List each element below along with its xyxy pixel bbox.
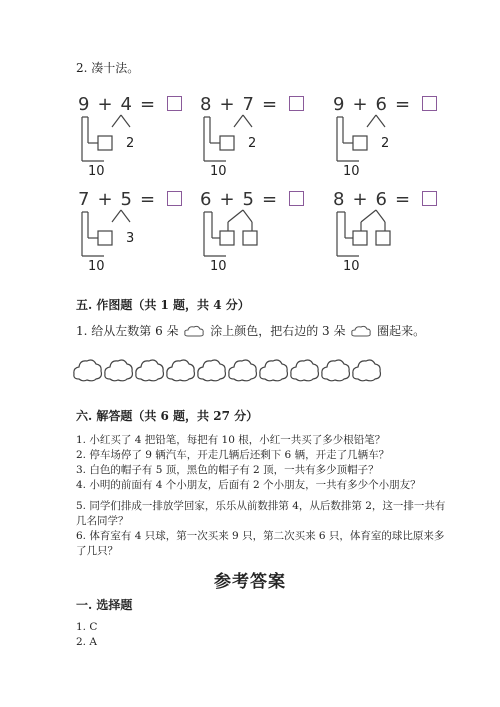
section6-heading: 六. 解答题（共 6 题，共 27 分） bbox=[76, 409, 259, 423]
split-box[interactable] bbox=[243, 231, 257, 245]
section5-question-1 bbox=[76, 323, 425, 339]
section-heading-coushifa: 2. 凑十法。 bbox=[76, 61, 140, 75]
equals-sign: = bbox=[395, 94, 411, 115]
split-box[interactable] bbox=[98, 136, 112, 150]
addend-a: 7 bbox=[78, 189, 90, 210]
equation bbox=[200, 190, 304, 210]
addend-b: 6 bbox=[375, 94, 387, 115]
answer-item: 2. A bbox=[76, 636, 97, 648]
plus-sign: + bbox=[352, 189, 368, 210]
cloud-icon[interactable] bbox=[167, 360, 195, 381]
question-line: 了几只？ bbox=[76, 545, 118, 557]
cloud-strip bbox=[73, 357, 383, 383]
split-number: 2 bbox=[248, 136, 257, 151]
answer-item: 1. C bbox=[76, 621, 98, 633]
ten-label: 10 bbox=[343, 259, 360, 274]
question-line: 3. 白色的帽子有 5 顶，黑色的帽子有 2 顶，一共有多少顶帽子？ bbox=[76, 464, 379, 476]
q1-text-b: 涂上颜色，把右边的 3 朵 bbox=[210, 324, 346, 338]
ten-label: 10 bbox=[210, 164, 227, 179]
equals-sign: = bbox=[140, 94, 156, 115]
plus-sign: + bbox=[352, 94, 368, 115]
equation bbox=[333, 95, 437, 115]
section5-heading: 五. 作图题（共 1 题，共 4 分） bbox=[76, 298, 250, 312]
cloud-icon[interactable] bbox=[291, 360, 319, 381]
cloud-icon[interactable] bbox=[260, 360, 288, 381]
equals-sign: = bbox=[140, 189, 156, 210]
cloud-icon[interactable] bbox=[353, 360, 381, 381]
small-cloud-icon bbox=[351, 325, 371, 339]
answer-box[interactable] bbox=[167, 191, 182, 206]
equals-sign: = bbox=[262, 94, 278, 115]
addend-a: 8 bbox=[200, 94, 212, 115]
cloud-icon[interactable] bbox=[322, 360, 350, 381]
addend-b: 7 bbox=[242, 94, 254, 115]
question-line: 5. 同学们排成一排放学回家，乐乐从前数排第 4，从后数排第 2，这一排一共有 bbox=[76, 500, 446, 512]
plus-sign: + bbox=[219, 94, 235, 115]
equation bbox=[78, 95, 182, 115]
split-box[interactable] bbox=[376, 231, 390, 245]
addend-b: 6 bbox=[375, 189, 387, 210]
answer-box[interactable] bbox=[422, 191, 437, 206]
plus-sign: + bbox=[97, 94, 113, 115]
addend-b: 4 bbox=[120, 94, 132, 115]
ten-label: 10 bbox=[88, 164, 105, 179]
equation bbox=[200, 95, 304, 115]
split-number: 3 bbox=[126, 231, 135, 246]
cloud-icon[interactable] bbox=[198, 360, 226, 381]
split-box[interactable] bbox=[353, 231, 367, 245]
question-line: 4. 小明的前面有 4 个小朋友，后面有 2 个小朋友，一共有多少个小朋友？ bbox=[76, 479, 421, 491]
cloud-icon[interactable] bbox=[105, 360, 133, 381]
answers-title: 参考答案 bbox=[214, 572, 286, 592]
addend-a: 6 bbox=[200, 189, 212, 210]
equals-sign: = bbox=[262, 189, 278, 210]
split-box[interactable] bbox=[220, 136, 234, 150]
answer-box[interactable] bbox=[289, 96, 304, 111]
cloud-row bbox=[73, 357, 383, 387]
answers-section-heading: 一. 选择题 bbox=[76, 598, 133, 612]
small-cloud-icon bbox=[184, 325, 204, 339]
question-line: 2. 停车场停了 9 辆汽车，开走几辆后还剩下 6 辆，开走了几辆车？ bbox=[76, 449, 390, 461]
equation bbox=[333, 190, 437, 210]
split-box[interactable] bbox=[220, 231, 234, 245]
plus-sign: + bbox=[97, 189, 113, 210]
ten-label: 10 bbox=[343, 164, 360, 179]
cloud-icon[interactable] bbox=[136, 360, 164, 381]
split-number: 2 bbox=[126, 136, 135, 151]
addend-b: 5 bbox=[242, 189, 254, 210]
cloud-icon[interactable] bbox=[74, 360, 102, 381]
q1-text-a: 1. 给从左数第 6 朵 bbox=[76, 324, 179, 338]
split-box[interactable] bbox=[353, 136, 367, 150]
split-number: 2 bbox=[381, 136, 390, 151]
answer-box[interactable] bbox=[167, 96, 182, 111]
question-line: 几名同学？ bbox=[76, 515, 129, 527]
addend-a: 9 bbox=[78, 94, 90, 115]
question-line: 6. 体育室有 4 只球，第一次买来 9 只，第二次买来 6 只，体育室的球比原来多 bbox=[76, 530, 445, 542]
question-line: 1. 小红买了 4 把铅笔，每把有 10 根，小红一共买了多少根铅笔？ bbox=[76, 434, 386, 446]
addend-a: 8 bbox=[333, 189, 345, 210]
q1-text-c: 圈起来。 bbox=[377, 324, 426, 338]
cloud-icon[interactable] bbox=[229, 360, 257, 381]
ten-label: 10 bbox=[88, 259, 105, 274]
answer-box[interactable] bbox=[422, 96, 437, 111]
answer-box[interactable] bbox=[289, 191, 304, 206]
plus-sign: + bbox=[219, 189, 235, 210]
equals-sign: = bbox=[395, 189, 411, 210]
ten-label: 10 bbox=[210, 259, 227, 274]
equation bbox=[78, 190, 182, 210]
split-box[interactable] bbox=[98, 231, 112, 245]
addend-b: 5 bbox=[120, 189, 132, 210]
addend-a: 9 bbox=[333, 94, 345, 115]
